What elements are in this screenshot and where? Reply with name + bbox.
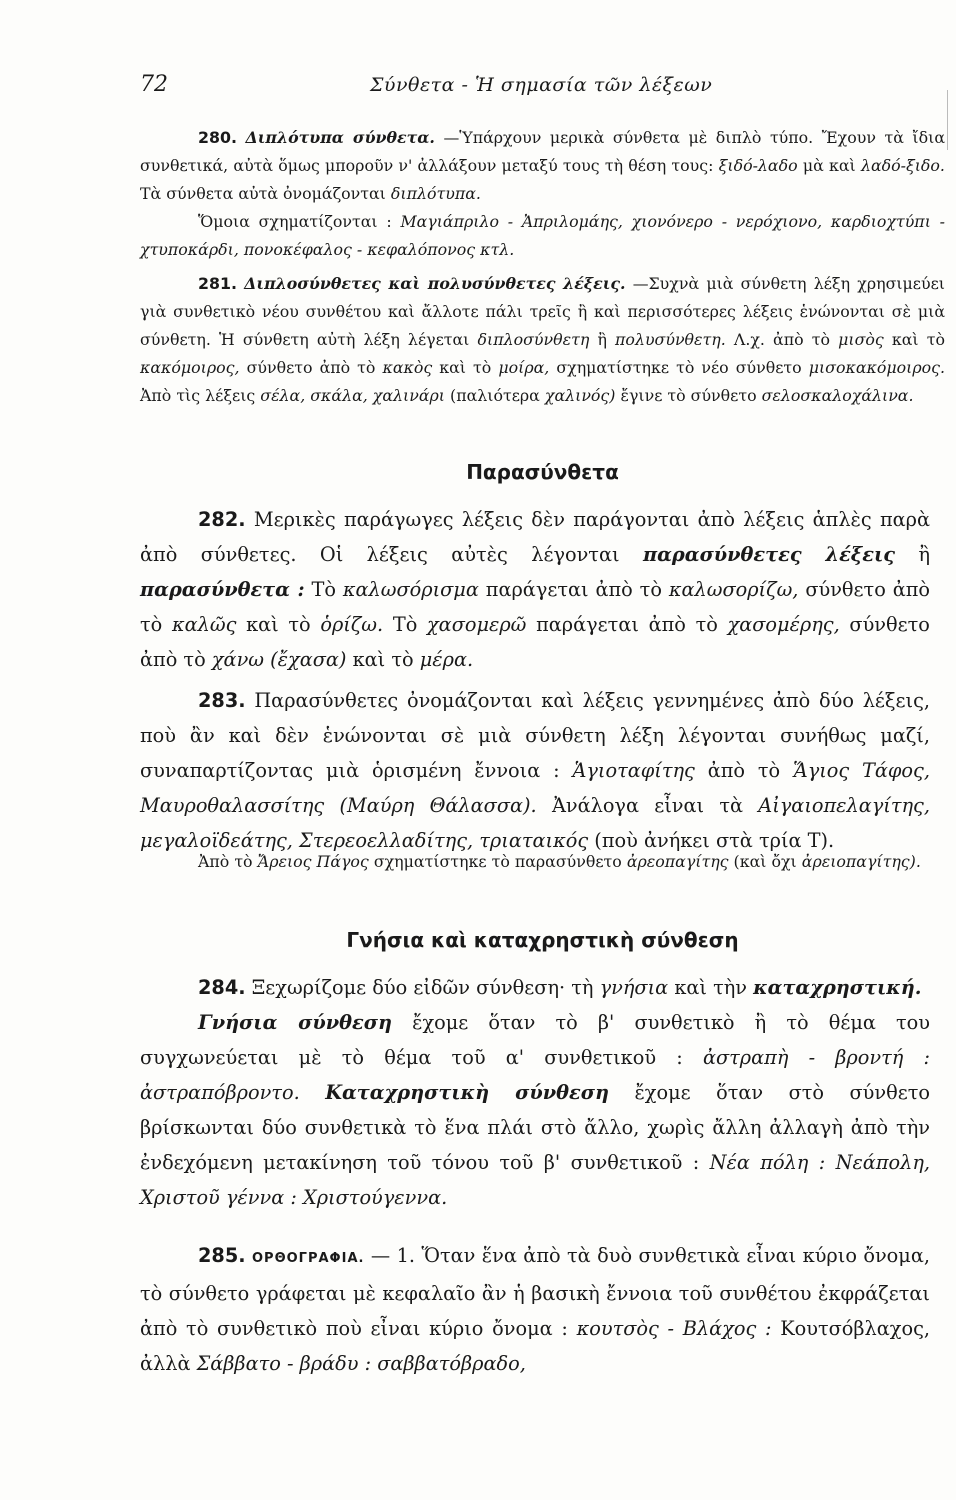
section-280-281 — [140, 124, 945, 410]
text: καὶ τὴν — [674, 976, 748, 999]
example: κουτσὸς - Βλάχος : — [576, 1317, 772, 1340]
example: ὁρίζω. — [320, 613, 384, 636]
page-header — [140, 72, 940, 106]
text: Τὸ — [392, 613, 418, 636]
text: Κουτσόβλαχος, ἀλλὰ — [140, 1317, 931, 1375]
text: Λ.χ. ἀπὸ τὸ — [733, 330, 830, 349]
example: Νέα πόλη : Νεάπολη, Χριστοῦ γέννα : Χριστούγεννα. — [140, 1151, 931, 1209]
text: (καὶ ὄχι — [733, 852, 797, 871]
scan-margin-mark — [947, 90, 954, 150]
example: μισοκακόμοιρος. — [808, 358, 946, 377]
paragraph-280-examples — [140, 208, 945, 264]
section-282-283 — [140, 502, 930, 858]
paragraph-number: 283. — [198, 689, 246, 712]
text: ἀπὸ τὸ — [707, 759, 781, 782]
text: σύνθετο ἀπὸ τὸ — [246, 358, 376, 377]
text: ἔχομε ὅταν στὸ σύνθετο βρίσκωνται δύο συνθετικὰ τὸ ἕνα πλάι στὸ ἄλλο, χωρὶς ἄλλη ἀλλαγὴ ἀπὸ τὴν ἐνδεχόμενη μετακίνηση τοῦ τόνου τοῦ β' συνθετικοῦ : — [140, 1081, 930, 1174]
paragraph-number: 281. — [198, 274, 237, 293]
text: Ἀπὸ τὶς λέξεις — [140, 386, 256, 405]
paragraph-285 — [140, 1238, 930, 1381]
example: Ἄρειος Πάγος — [257, 852, 369, 871]
text: σύνθετο ἀπὸ τὸ — [140, 613, 930, 671]
term: Γνήσια σύνθεση — [198, 1011, 392, 1034]
paragraph-280 — [140, 124, 945, 208]
example: ἀρεοπαγίτης — [626, 852, 729, 871]
text: σχηματίστηκε τὸ παρασύνθετο — [373, 852, 622, 871]
page-number: 72 — [140, 72, 168, 97]
text: Ἀνάλογα εἶναι τὰ — [551, 794, 744, 817]
orthography-label: ΟΡΘΟΓΡΑΦΙΑ. — [252, 1251, 365, 1266]
section-heading-genuine-composition: Γνήσια καὶ καταχρηστικὴ σύνθεση — [346, 928, 739, 952]
example: καλωσορίζω, — [668, 578, 799, 601]
example: χάνω (ἔχασα) — [211, 648, 347, 671]
example: ἀστραπὴ - βροντή : ἀστραπόβροντο. — [140, 1046, 930, 1104]
text: Τὰ σύνθετα αὐτὰ ὀνομάζονται — [140, 184, 386, 203]
example: χαλινός) — [544, 386, 616, 405]
text: (παλιότερα — [450, 386, 540, 405]
example: χασομερῶ — [427, 613, 527, 636]
term: παρασύνθετες λέξεις — [642, 543, 896, 566]
example: μισὸς — [838, 330, 884, 349]
text: —Συχνὰ μιὰ σύνθετη λέξη χρησιμεύει γιὰ συνθετικὸ νέου συνθέτου καὶ ἄλλοτε πάλι τρεῖς ἢ καὶ περισσότερες λέξεις ἑνώνονται σὲ μιὰ σύνθετη. Ἡ σύνθετη αὐτὴ λέξη λέγεται — [140, 274, 945, 349]
paragraph-number: 284. — [198, 976, 246, 999]
text: σχηματίστηκε τὸ νέο σύνθετο — [556, 358, 802, 377]
paragraph-title: Διπλότυπα σύνθετα. — [245, 128, 435, 147]
example: γνήσια — [599, 976, 669, 999]
text: ἢ — [597, 330, 607, 349]
example: Αἰγαιοπελαγίτης, μεγαλοϊδεάτης, Στερεοελλαδίτης, — [140, 794, 930, 852]
paragraph-number: 280. — [198, 128, 237, 147]
text: ἢ — [918, 543, 930, 566]
text: καὶ τὸ — [352, 648, 414, 671]
text: ἔχομε ὅταν τὸ β' συνθετικὸ ἢ τὸ θέμα του συγχωνεύεται μὲ τὸ θέμα τοῦ α' συνθετικοῦ : — [140, 1011, 930, 1069]
text: παράγεται ἀπὸ τὸ — [485, 578, 662, 601]
example: ἀρειοπαγίτης). — [801, 852, 921, 871]
example: καλῶς — [171, 613, 237, 636]
text: ἔγινε τὸ σύνθετο — [620, 386, 757, 405]
text: (ποὺ ἀνήκει στὰ τρία Τ). — [594, 829, 835, 852]
running-head: Σύνθετα - Ἡ σημασία τῶν λέξεων — [370, 74, 713, 96]
paragraph-284-body — [140, 1005, 930, 1215]
term: Καταχρηστικὴ σύνθεση — [325, 1081, 609, 1104]
text: — 1. Ὅταν ἕνα ἀπὸ τὰ δυὸ συνθετικὰ εἶναι κύριο ὄνομα, τὸ σύνθετο γράφεται μὲ κεφαλαῖο ἂν ἡ βασικὴ ἔννοια τοῦ συνθέτου ἐκφράζεται ἀπὸ τὸ συνθετικὸ ποὺ εἶναι κύριο ὄνομα : — [140, 1244, 930, 1340]
paragraph-number: 285. — [198, 1244, 246, 1267]
text: παράγεται ἀπὸ τὸ — [536, 613, 718, 636]
section-284 — [140, 970, 930, 1215]
example: Σάββατο - βράδυ : σαββατόβραδο, — [196, 1352, 526, 1375]
example: Ἁγιοταφίτης — [572, 759, 695, 782]
note-283 — [140, 848, 930, 876]
text: Τὸ — [311, 578, 336, 601]
example: ξιδό-λαδο — [718, 156, 798, 175]
text: καὶ τὸ — [439, 358, 492, 377]
paragraph-title: Διπλοσύνθετες καὶ πολυσύνθετες λέξεις. — [244, 274, 626, 293]
example: μέρα. — [419, 648, 474, 671]
example: καλωσόρισμα — [342, 578, 479, 601]
term: καταχρηστική. — [753, 976, 922, 999]
text: Ξεχωρίζομε δύο εἰδῶν σύνθεση· τὴ — [251, 976, 594, 999]
term: παρασύνθετα : — [140, 578, 305, 601]
paragraph-282 — [140, 502, 930, 677]
example: λαδό-ξιδο. — [860, 156, 945, 175]
text: Μερικὲς παράγωγες λέξεις δὲν παράγονται ἀπὸ λέξεις ἁπλὲς παρὰ ἀπὸ σύνθετες. Οἱ λέξεις αὐτὲς λέγονται — [140, 508, 931, 566]
text: Ἀπὸ τὸ — [198, 852, 253, 871]
text: Παρασύνθετες ὀνομάζονται καὶ λέξεις γεννημένες ἀπὸ δύο λέξεις, ποὺ ἂν καὶ δὲν ἑνώνονται σὲ μιὰ σύνθετη λέξη λέγονται συνήθως μαζί, συναπαρτίζοντας μιὰ ὁρισμένη ἔννοια : — [140, 689, 930, 782]
example: Μαγιάπριλο - Ἀπριλομάης, χιονόνερο - νερόχιονο, καρδιοχτύπι - χτυποκάρδι, πονοκέφαλος - κεφαλόπονος κτλ. — [140, 212, 945, 259]
term: διπλότυπα. — [390, 184, 481, 203]
section-285 — [140, 1238, 930, 1381]
paragraph-283 — [140, 683, 930, 858]
term: διπλοσύνθετη — [477, 330, 590, 349]
paragraph-284 — [140, 970, 930, 1005]
text: καὶ τὸ — [246, 613, 311, 636]
example: χασομέρης, — [727, 613, 840, 636]
text: Ὅμοια σχηματίζονται : — [198, 212, 392, 231]
example: σέλα, σκάλα, χαλινάρι — [260, 386, 445, 405]
example: τριαταικός — [479, 829, 589, 852]
text: καὶ τὸ — [891, 330, 946, 349]
example: κακόμοιρος, — [140, 358, 240, 377]
paragraph-283-note — [140, 848, 930, 876]
text: σύνθετο ἀπὸ τὸ — [140, 578, 930, 636]
section-heading-parasyntheta: Παρασύνθετα — [466, 460, 619, 484]
paragraph-number: 282. — [198, 508, 246, 531]
text: —Ὑπάρχουν μερικὰ σύνθετα μὲ διπλὸ τύπο. Ἔχουν τὰ ἴδια συνθετικά, αὐτὰ ὅμως μποροῦν ν' ἀλλάξουν μεταξύ τους τὴ θέση τους: — [140, 128, 945, 175]
example: μοίρα, — [498, 358, 550, 377]
paragraph-281 — [140, 270, 945, 410]
text: μὰ καὶ — [802, 156, 856, 175]
example: σελοσκαλοχάλινα. — [761, 386, 914, 405]
example: κακὸς — [382, 358, 433, 377]
example: Ἅγιος Τάφος, Μαυροθαλασσίτης (Μαύρη Θάλασσα). — [140, 759, 930, 817]
term: πολυσύνθετη. — [615, 330, 726, 349]
